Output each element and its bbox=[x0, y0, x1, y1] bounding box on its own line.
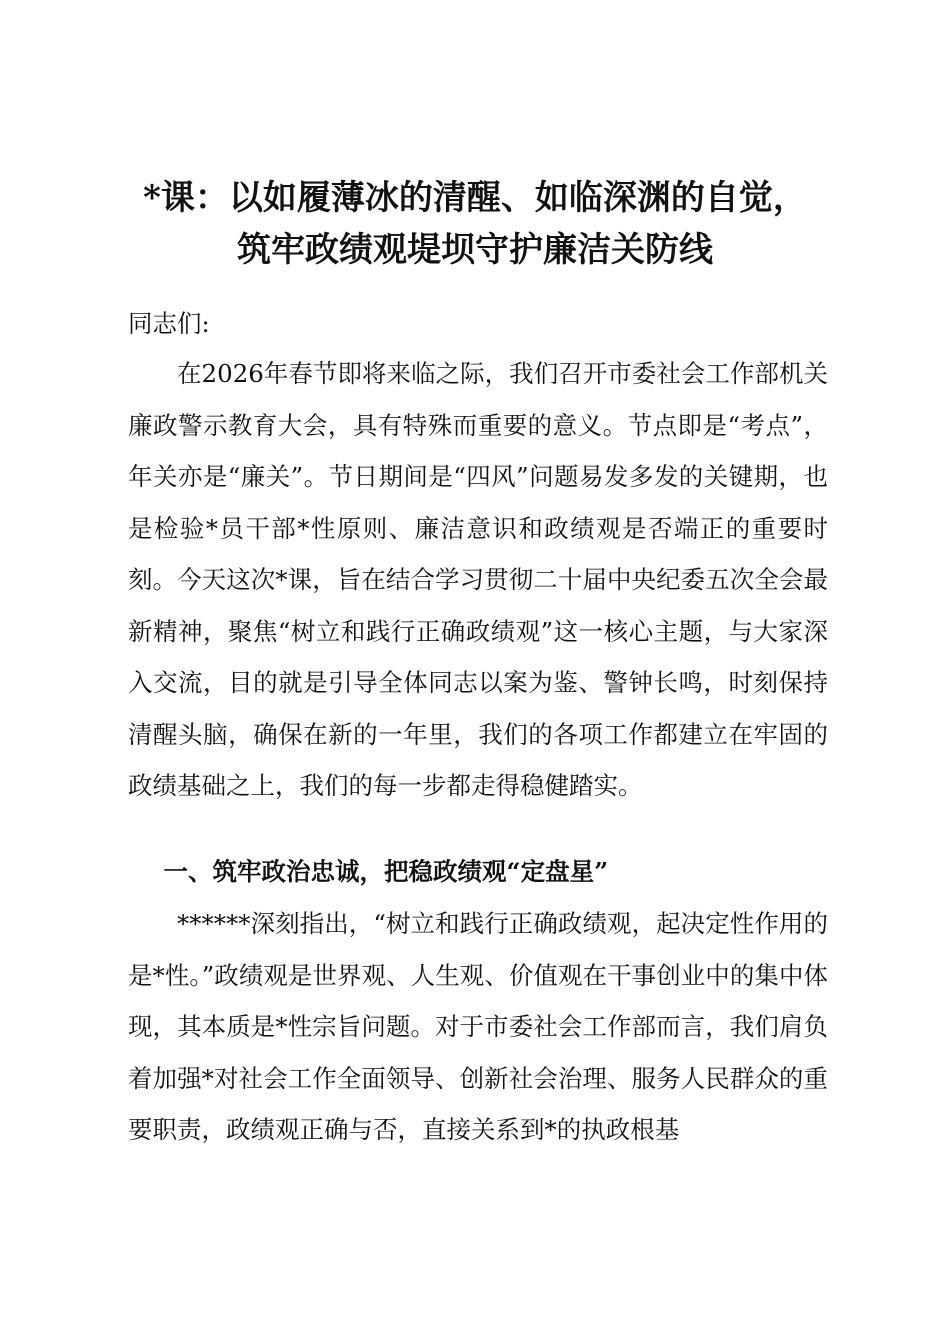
paragraph-section-1: ******深刻指出，“树立和践行正确政绩观，起决定性作用的是*性。”政绩观是世界观、人生观、价值观在干事创业中的集中体现，其本质是*性宗旨问题。对于市委社会工作部而言，我们肩负着加强*对社会工作全面领导、创新社会治理、服务人民群众的重要职责，政绩观正确与否，直接关系到*的执政根基 bbox=[128, 909, 828, 1144]
salutation: 同志们: bbox=[128, 309, 210, 338]
section-heading-1: 一、筑牢政治忠诚，把稳政绩观“定盘星” bbox=[163, 857, 609, 886]
document-title-line-2: 筑牢政绩观堤坝守护廉洁关防线 bbox=[237, 230, 713, 270]
document-title-line-1: *课：以如履薄冰的清醒、如临深渊的自觉， bbox=[143, 178, 807, 218]
paragraph-intro: 在2026年春节即将来临之际，我们召开市委社会工作部机关廉政警示教育大会，具有特殊而重要的意义。节点即是“考点”，年关亦是“廉关”。节日期间是“四风”问题易发多发的关键期，也是检验*员干部*性原则、廉洁意识和政绩观是否端正的重要时刻。今天这次*课，旨在结合学习贯彻二十届中央纪委五次全会最新精神，聚焦“树立和践行正确政绩观”这一核心主题，与大家深入交流，目的就是引导全体同志以案为鉴、警钟长鸣，时刻保持清醒头脑，确保在新的一年里，我们的各项工作都建立在牢固的政绩基础之上，我们的每一步都走得稳健踏实。 bbox=[128, 359, 828, 800]
